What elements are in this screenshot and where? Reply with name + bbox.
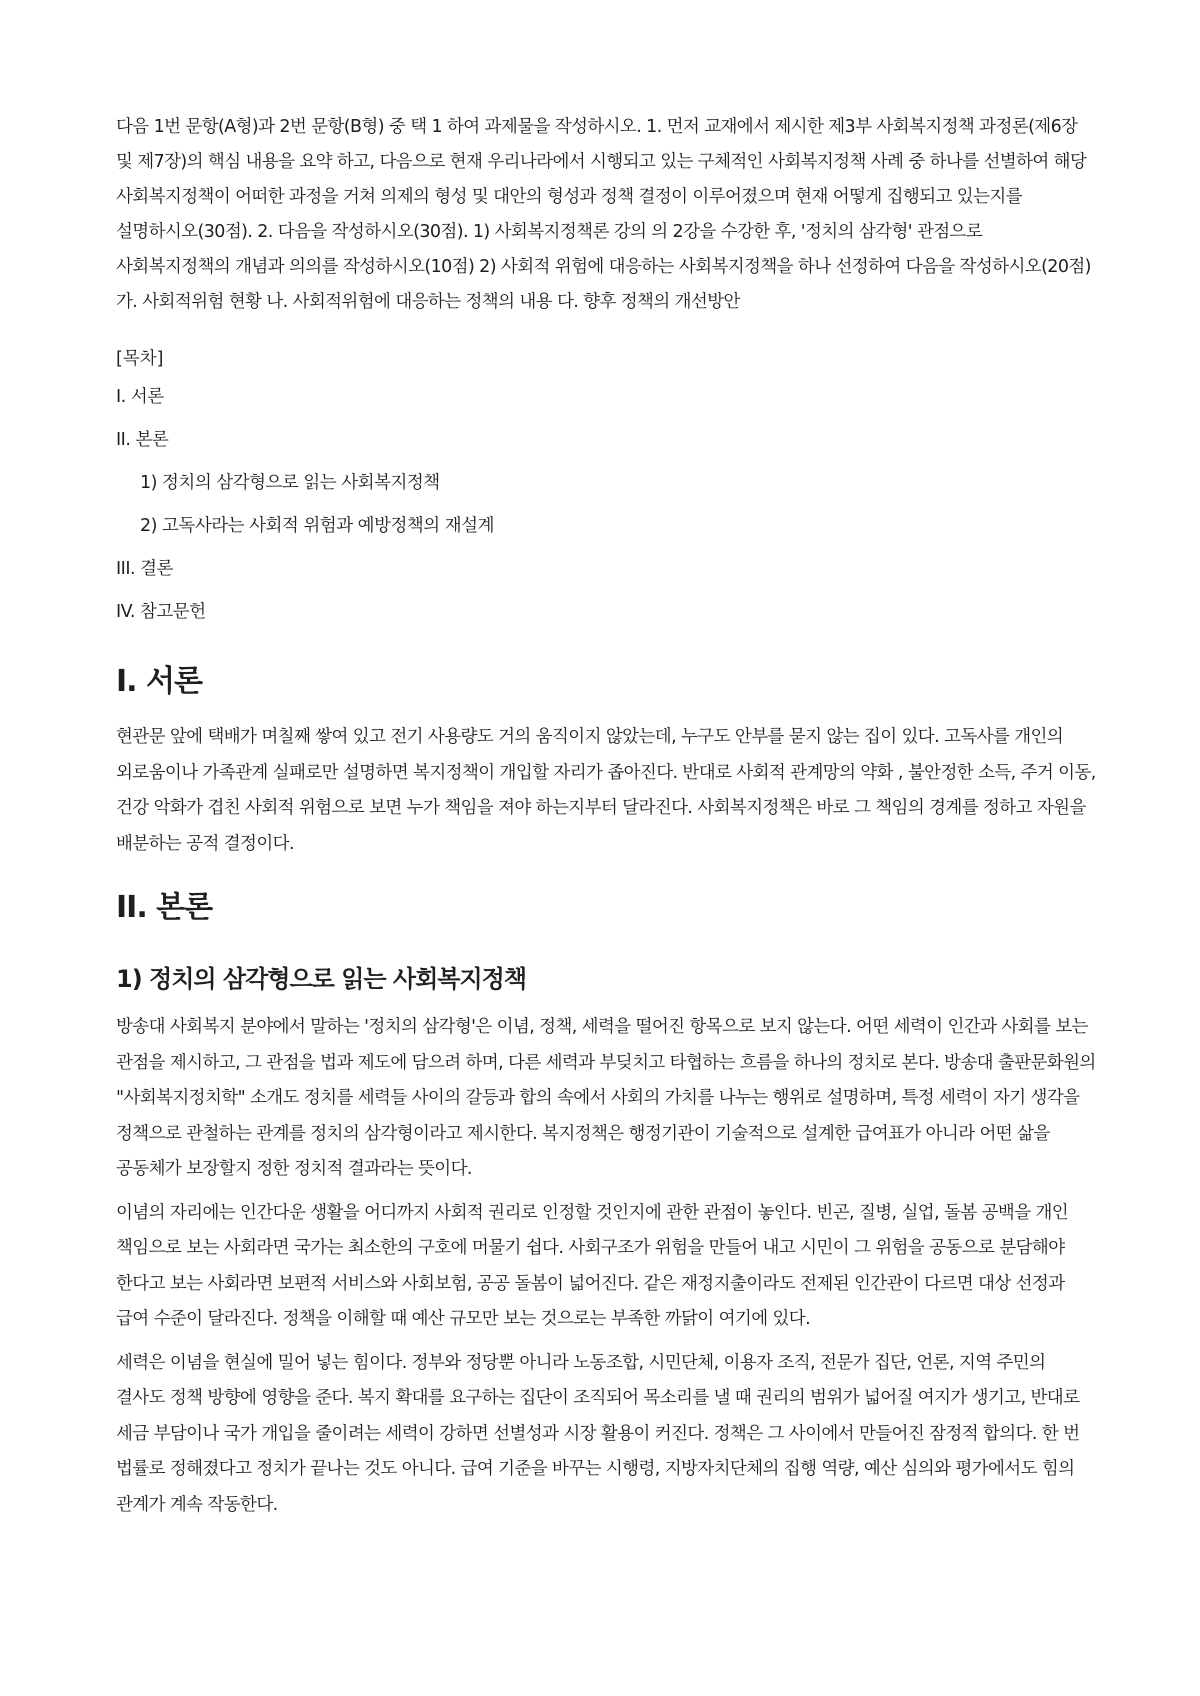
toc-item-references: IV. 참고문헌 — [116, 602, 206, 622]
assignment-prompt: 다음 1번 문항(A형)과 2번 문항(B형) 중 택 1 하여 과제물을 작성하시오. 1. 먼저 교재에서 제시한 제3부 사회복지정책 과정론(제6장 및 제7장)의 핵심 내용을 요약 하고, 다음으로 현재 우리나라에서 시행되고 있는 구체적인 사회복지정책 사례 중 하나를 선별하여 해당 사회복지정책이 어떠한 과정을 거쳐 의제의 형성 및 대안의 형성과 정책 결정이 이루어졌으며 현재 어떻게 집행되고 있는지를 설명하시오(30점). 2. 다음을 작성하시오(30점). 1) 사회복지정책론 강의 의 2강을 수강한 후, '정치의 삼각형' 관점으로 사회복지정책의 개념과 의의를 작성하시오(10점) 2) 사회적 위험에 대응하는 사회복지정책을 하나 선정하여 다음을 작성하시오(20점) 가. 사회적위험 현황 나. 사회적위험에 대응하는 정책의 내용 다. 향후 정책의 개선방안 — [116, 117, 1091, 312]
section-heading-intro: I. 서론 — [116, 664, 202, 699]
subsection-heading-politics-triangle: 1) 정치의 삼각형으로 읽는 사회복지정책 — [116, 965, 527, 993]
body-paragraph: 세력은 이념을 현실에 밀어 넣는 힘이다. 정부와 정당뿐 아니라 노동조합, 시민단체, 이용자 조직, 전문가 집단, 언론, 지역 주민의 결사도 정책 방향에 영향을 준다. 복지 확대를 요구하는 집단이 조직되어 목소리를 낼 때 권리의 범위가 넓어질 여지가 생기고, 반대로 세금 부담이나 국가 개입을 줄이려는 세력이 강하면 선별성과 시장 활용이 커진다. 정책은 그 사이에서 만들어진 잠정적 합의다. 한 번 법률로 정해졌다고 정치가 끝나는 것도 아니다. 급여 기준을 바꾸는 시행령, 지방자치단체의 집행 역량, 예산 심의와 평가에서도 힘의 관계가 계속 작동한다. — [116, 1352, 1080, 1515]
toc-list — [116, 378, 1096, 636]
body-paragraph: 이념의 자리에는 인간다운 생활을 어디까지 사회적 권리로 인정할 것인지에 관한 관점이 놓인다. 빈곤, 질병, 실업, 돌봄 공백을 개인 책임으로 보는 사회라면 국가는 최소한의 구호에 머물기 쉽다. 사회구조가 위험을 만들어 내고 시민이 그 위험을 공동으로 분담해야 한다고 보는 사회라면 보편적 서비스와 사회보험, 공공 돌봄이 넓어진다. 같은 재정지출이라도 전제된 인간관이 다르면 대상 선정과 급여 수준이 달라진다. 정책을 이해할 때 예산 규모만 보는 것으로는 부족한 까닭이 여기에 있다. — [116, 1202, 1069, 1329]
intro-paragraph: 현관문 앞에 택배가 며칠째 쌓여 있고 전기 사용량도 거의 움직이지 않았는데, 누구도 안부를 묻지 않는 집이 있다. 고독사를 개인의 외로움이나 가족관계 실패로만 설명하면 복지정책이 개입할 자리가 좁아진다. 반대로 사회적 관계망의 약화 , 불안정한 소득, 주거 이동, 건강 악화가 겹친 사회적 위험으로 보면 누가 책임을 져야 하는지부터 달라진다. 사회복지정책은 바로 그 책임의 경계를 정하고 자원을 배분하는 공적 결정이다. — [116, 727, 1096, 854]
toc-title: [목차] — [116, 349, 164, 369]
toc-item-intro: I. 서론 — [116, 387, 164, 407]
toc-item-body-sub1: 1) 정치의 삼각형으로 읽는 사회복지정책 — [140, 473, 440, 493]
toc-item-conclusion: III. 결론 — [116, 559, 173, 579]
section-heading-body: II. 본론 — [116, 890, 213, 925]
body-paragraph: 방송대 사회복지 분야에서 말하는 '정치의 삼각형'은 이념, 정책, 세력을 떨어진 항목으로 보지 않는다. 어떤 세력이 인간과 사회를 보는 관점을 제시하고, 그 관점을 법과 제도에 담으려 하며, 다른 세력과 부딪치고 타협하는 흐름을 하나의 정치로 본다. 방송대 출판문화원의 "사회복지정치학" 소개도 정치를 세력들 사이의 갈등과 합의 속에서 사회의 가치를 나누는 행위로 설명하며, 특정 세력이 자기 생각을 정책으로 관철하는 관계를 정치의 삼각형이라고 제시한다. 복지정책은 행정기관이 기술적으로 설계한 급여표가 아니라 어떤 삶을 공동체가 보장할지 정한 정치적 결과라는 뜻이다. — [116, 1017, 1096, 1179]
toc-item-body: II. 본론 — [116, 430, 169, 450]
toc-item-body-sub2: 2) 고독사라는 사회적 위험과 예방정책의 재설계 — [140, 516, 494, 536]
table-of-contents — [116, 336, 1096, 636]
